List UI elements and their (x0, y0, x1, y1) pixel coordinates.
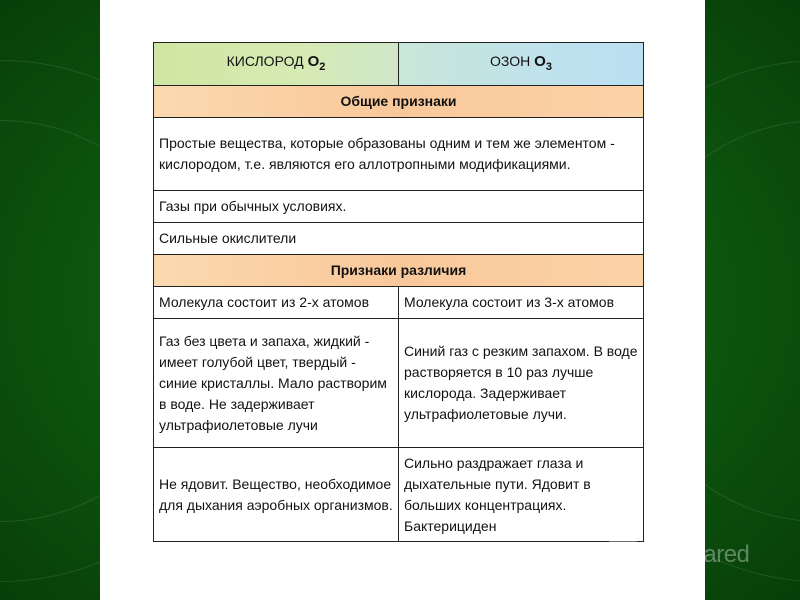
table-header-row (154, 43, 644, 86)
ozone-header-cell (399, 43, 644, 86)
oxygen-header-cell (154, 43, 399, 86)
table-row (154, 223, 644, 255)
watermark-logo (606, 535, 776, 575)
comparison-table (153, 42, 644, 542)
watermark-text: MyShared (644, 541, 750, 568)
differences-section-title: Признаки различия (154, 255, 644, 287)
table-row (154, 191, 644, 223)
common-feature-cell: Сильные окислители (154, 223, 644, 255)
common-section-header (154, 86, 644, 118)
table-row (154, 448, 644, 542)
oxygen-formula: $O_2$ (307, 52, 326, 73)
presentation-icon (606, 538, 640, 572)
table-row (154, 118, 644, 191)
common-section-title: Общие признаки (154, 86, 644, 118)
slide-canvas (100, 0, 705, 600)
ozone-cell: Сильно раздражает глаза и дыхательные пути. Ядовит в больших концентрациях. Бактерициден (399, 448, 644, 542)
oxygen-cell: Газ без цвета и запаха, жидкий - имеет голубой цвет, твердый - синие кристаллы. Мало растворим в воде. Не задерживает ультрафиолетовые лучи (154, 319, 399, 448)
ozone-cell: Молекула состоит из 3-х атомов (399, 287, 644, 319)
oxygen-cell: Молекула состоит из 2-х атомов (154, 287, 399, 319)
ozone-formula: $O_3$ (534, 52, 552, 73)
differences-section-header (154, 255, 644, 287)
oxygen-name: КИСЛОРОД (226, 52, 304, 69)
common-feature-cell: Простые вещества, которые образованы одним и тем же элементом - кислородом, т.е. являются его аллотропными модификациями. (154, 118, 644, 191)
table-row (154, 319, 644, 448)
common-feature-cell: Газы при обычных условиях. (154, 191, 644, 223)
table-row (154, 287, 644, 319)
oxygen-cell: Не ядовит. Вещество, необходимое для дыхания аэробных организмов. (154, 448, 399, 542)
ozone-cell: Синий газ с резким запахом. В воде растворяется в 10 раз лучше кислорода. Задерживает ультрафиолетовые лучи. (399, 319, 644, 448)
ozone-name: ОЗОН (490, 52, 531, 69)
